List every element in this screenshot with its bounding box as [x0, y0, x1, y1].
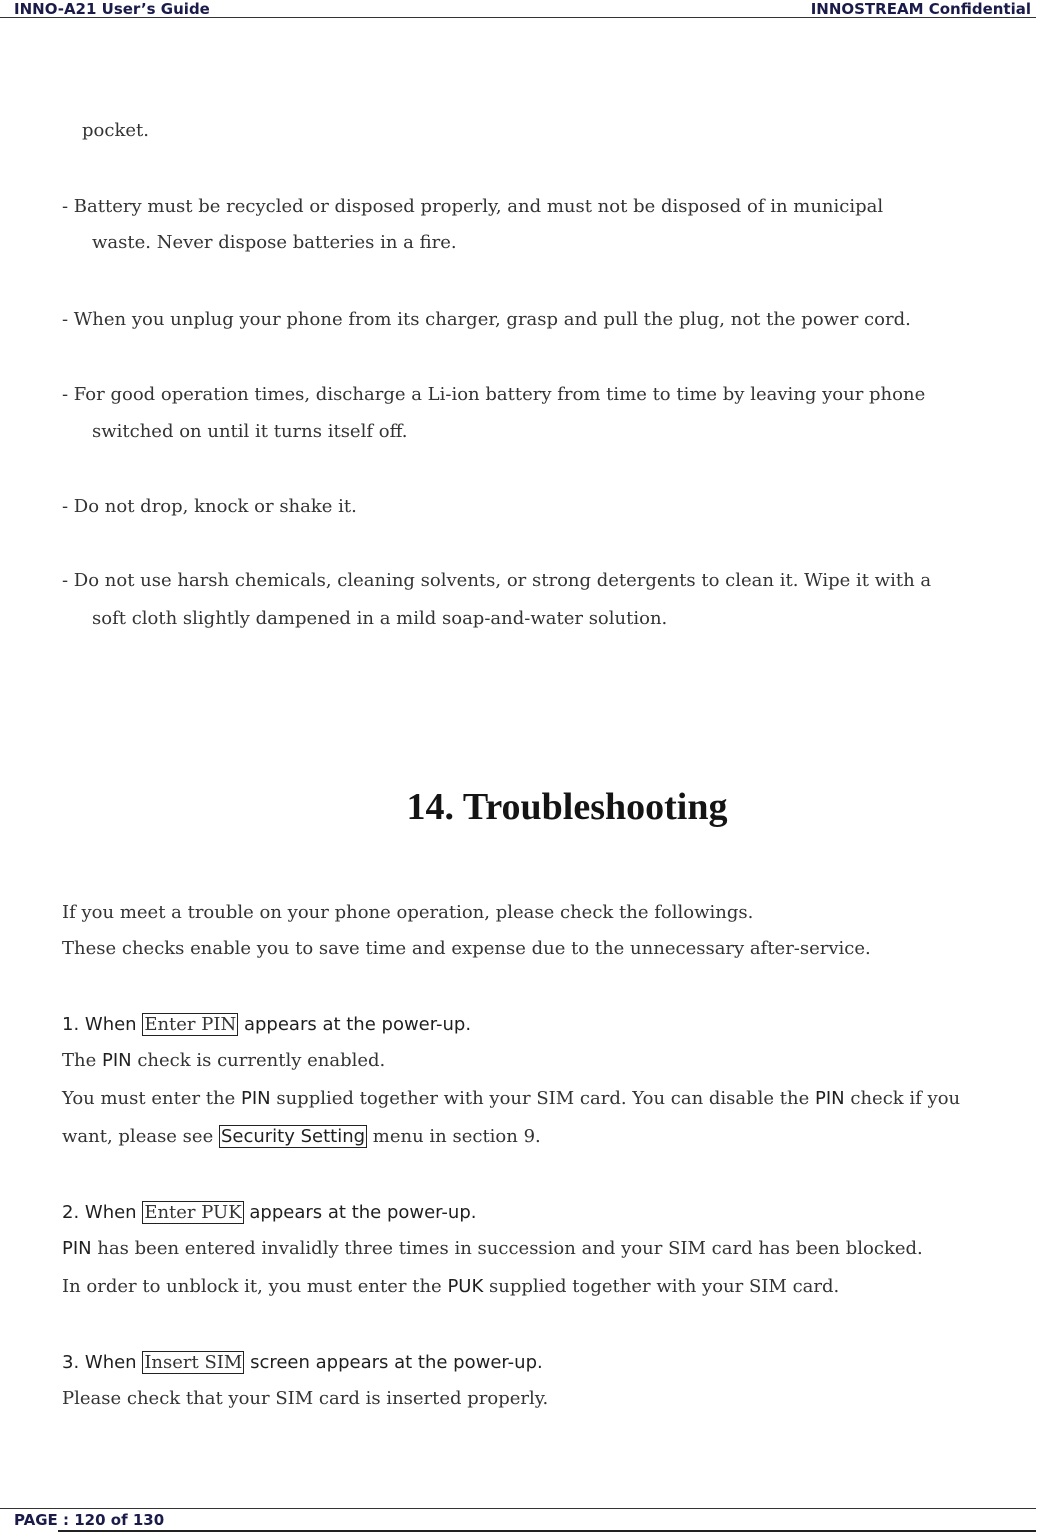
- item-1-line2-text-c: check if you: [844, 1088, 961, 1109]
- item-1-line2-text-b: supplied together with your SIM card. You can disable the: [270, 1088, 815, 1109]
- item-2-heading: [62, 1202, 477, 1224]
- pin-term: PIN: [62, 1238, 92, 1259]
- item-1-line3-text-b: menu in section 9.: [367, 1126, 541, 1147]
- item-1-line2: [62, 1088, 960, 1110]
- care-battery-line1: - Battery must be recycled or disposed properly, and must not be disposed of in municipal: [62, 196, 884, 217]
- item-3-heading: [62, 1352, 543, 1374]
- item-1-line3: [62, 1126, 541, 1148]
- enter-pin-label: Enter PIN: [144, 1014, 237, 1035]
- care-operation-line1: - For good operation times, discharge a Li-ion battery from time to time by leaving your phone: [62, 384, 926, 405]
- insert-sim-label: Insert SIM: [144, 1352, 243, 1373]
- item-1-line1-text-a: The: [62, 1050, 102, 1071]
- care-pocket: pocket.: [82, 120, 149, 141]
- item-3-prefix: 3. When: [62, 1352, 143, 1373]
- security-setting-label: Security Setting: [220, 1126, 366, 1147]
- item-1-suffix: appears at the power-up.: [238, 1014, 472, 1035]
- item-2-line1-text: has been entered invalidly three times in succession and your SIM card has been blocked.: [91, 1238, 923, 1259]
- footer-rule: [0, 1508, 1036, 1509]
- page-number: PAGE : 120 of 130: [14, 1511, 165, 1529]
- intro-line2: These checks enable you to save time and expense due to the unnecessary after-service.: [62, 938, 871, 959]
- item-3-suffix: screen appears at the power-up.: [244, 1352, 543, 1373]
- care-chemicals-line1: - Do not use harsh chemicals, cleaning solvents, or strong detergents to clean it. Wipe it with a: [62, 570, 932, 591]
- item-2-line1: [62, 1238, 923, 1260]
- header-rule: [0, 17, 1036, 18]
- item-2-line2-text-b: supplied together with your SIM card.: [483, 1276, 840, 1297]
- header-doc-title: INNO-A21 User’s Guide: [14, 0, 210, 18]
- pin-term: PIN: [815, 1088, 845, 1109]
- item-1-line1-text-b: check is currently enabled.: [131, 1050, 386, 1071]
- care-battery-line2: waste. Never dispose batteries in a fire.: [92, 232, 457, 253]
- item-1-prefix: 1. When: [62, 1014, 143, 1035]
- care-operation-line2: switched on until it turns itself off.: [92, 421, 408, 442]
- item-1-line2-text-a: You must enter the: [62, 1088, 241, 1109]
- item-3-line1: Please check that your SIM card is inserted properly.: [62, 1388, 549, 1409]
- item-2-line2: [62, 1276, 839, 1298]
- enter-puk-label: Enter PUK: [144, 1202, 242, 1223]
- item-2-suffix: appears at the power-up.: [243, 1202, 477, 1223]
- care-drop: - Do not drop, knock or shake it.: [62, 496, 357, 517]
- care-chemicals-line2: soft cloth slightly dampened in a mild soap-and-water solution.: [92, 608, 668, 629]
- item-2-line2-text-a: In order to unblock it, you must enter the: [62, 1276, 448, 1297]
- header-confidential: INNOSTREAM Confidential: [810, 0, 1031, 18]
- item-1-line3-text-a: want, please see: [62, 1126, 219, 1147]
- care-unplug: - When you unplug your phone from its charger, grasp and pull the plug, not the power cord.: [62, 309, 911, 330]
- footer-rule-thick: [58, 1530, 1036, 1532]
- puk-term: PUK: [447, 1276, 484, 1297]
- item-1-line1: [62, 1050, 385, 1072]
- intro-line1: If you meet a trouble on your phone operation, please check the followings.: [62, 902, 754, 923]
- section-title: 14. Troubleshooting: [406, 786, 728, 828]
- pin-term: PIN: [101, 1050, 132, 1071]
- item-2-prefix: 2. When: [62, 1202, 143, 1223]
- pin-term: PIN: [240, 1088, 271, 1109]
- item-1-heading: [62, 1014, 471, 1036]
